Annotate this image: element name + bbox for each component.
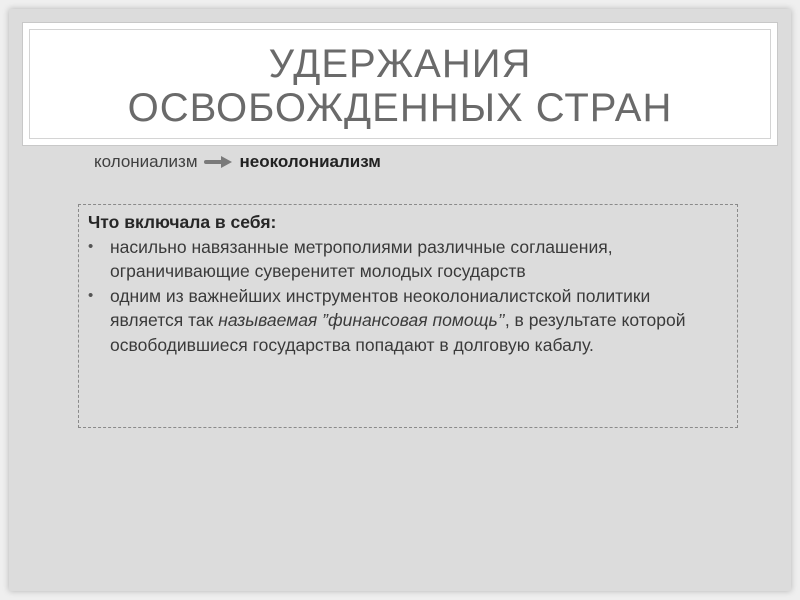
bullet-icon: •	[88, 286, 94, 304]
list-item	[88, 235, 718, 284]
transition-line	[94, 150, 381, 174]
arrow-right-icon	[204, 155, 234, 169]
bullet-icon: •	[88, 237, 94, 255]
content-heading: Что включала в себя:	[88, 212, 277, 232]
bullet-list	[88, 235, 718, 358]
list-item	[88, 284, 718, 358]
transition-from: колониализм	[94, 152, 198, 171]
title-inner-border	[29, 29, 771, 139]
title-box	[22, 22, 778, 146]
bullet-text-start: одним из важнейших инструментов неоколониалистской политики является так	[110, 285, 651, 331]
slide-title: УДЕРЖАНИЯ ОСВОБОЖДЕННЫХ СТРАН	[127, 42, 673, 130]
content-text	[88, 210, 718, 358]
bullet-text: насильно навязанные метрополиями различные соглашения, ограничивающие суверенитет молодых государств	[110, 236, 613, 282]
transition-to: неоколониализм	[239, 152, 381, 171]
bullet-text-end: , в результате которой освободившиеся государства попадают в долговую кабалу.	[110, 310, 686, 355]
bullet-text-italic: называемая ”финансовая помощь’’	[218, 310, 505, 331]
